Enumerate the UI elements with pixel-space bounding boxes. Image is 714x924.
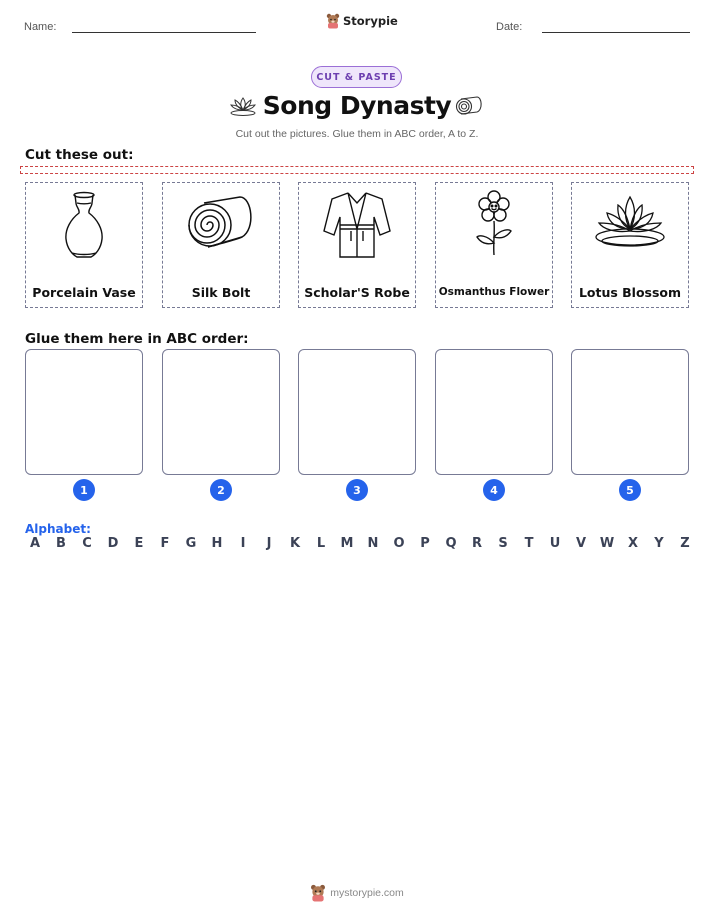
alphabet-letter: Y: [654, 536, 664, 551]
date-label: Date:: [496, 21, 523, 33]
alphabet-letter: M: [340, 536, 354, 551]
alphabet-letter: J: [266, 536, 272, 551]
glue-box-1[interactable]: [25, 349, 143, 475]
card-label: Osmanthus Flower: [438, 286, 550, 298]
alphabet-letter: Z: [680, 536, 690, 551]
order-number: 1: [73, 479, 95, 501]
osmanthus-flower-icon: [455, 189, 533, 259]
alphabet-letter: R: [471, 536, 482, 551]
glue-box-5[interactable]: [571, 349, 689, 475]
alphabet-letter: P: [420, 536, 430, 551]
silk-roll-icon: [455, 95, 485, 117]
alphabet-letter: D: [107, 536, 119, 551]
alphabet-letter: V: [575, 536, 587, 551]
page-title: Song Dynasty: [262, 91, 452, 120]
alphabet-letter: O: [393, 536, 405, 551]
brand-logo: [326, 13, 398, 29]
alphabet-letter: S: [498, 536, 508, 551]
name-label: Name:: [24, 21, 57, 33]
order-number: 3: [346, 479, 368, 501]
cut-line-bottom: [20, 173, 694, 174]
order-number: 5: [619, 479, 641, 501]
lotus-blossom-icon: [591, 189, 669, 259]
card-label: Scholar'S Robe: [304, 285, 410, 300]
glue-box-3[interactable]: [298, 349, 416, 475]
alphabet-letter: K: [289, 536, 301, 551]
activity-badge: CUT & PASTE: [311, 66, 402, 88]
glue-box-4[interactable]: [435, 349, 553, 475]
footer-link[interactable]: mystorypie.com: [330, 887, 404, 899]
bear-mascot-icon: [310, 884, 326, 902]
glue-box-2[interactable]: [162, 349, 280, 475]
footer: [0, 884, 714, 902]
date-line: [542, 32, 690, 33]
cut-card-lotus-blossom[interactable]: [571, 182, 689, 308]
silk-bolt-icon: [182, 189, 260, 259]
alphabet-letter: G: [185, 536, 197, 551]
cut-card-osmanthus-flower[interactable]: [435, 182, 553, 308]
alphabet-letter: H: [211, 536, 223, 551]
cut-card-porcelain-vase[interactable]: [25, 182, 143, 308]
instructions: Cut out the pictures. Glue them in ABC order, A to Z.: [235, 128, 479, 140]
alphabet-letter: Q: [445, 536, 457, 551]
name-line: [72, 32, 256, 33]
alphabet-row: [26, 536, 694, 551]
brand-name: Storypie: [343, 14, 398, 28]
alphabet-letter: U: [549, 536, 561, 551]
order-number: 4: [483, 479, 505, 501]
alphabet-letter: N: [367, 536, 379, 551]
porcelain-vase-icon: [45, 189, 123, 259]
card-label: Porcelain Vase: [32, 285, 136, 300]
alphabet-letter: A: [29, 536, 41, 551]
alphabet-letter: L: [316, 536, 326, 551]
alphabet-letter: I: [240, 536, 246, 551]
alphabet-heading: Alphabet:: [25, 522, 91, 536]
glue-heading: Glue them here in ABC order:: [25, 331, 249, 347]
alphabet-letter: T: [524, 536, 534, 551]
order-number: 2: [210, 479, 232, 501]
bear-mascot-icon: [326, 13, 340, 29]
cut-card-scholar-robe[interactable]: [298, 182, 416, 308]
cut-heading: Cut these out:: [25, 147, 134, 163]
card-label: Lotus Blossom: [578, 285, 682, 300]
alphabet-letter: F: [160, 536, 170, 551]
alphabet-letter: X: [627, 536, 639, 551]
cut-card-silk-bolt[interactable]: [162, 182, 280, 308]
scholar-robe-icon: [318, 189, 396, 259]
alphabet-letter: E: [134, 536, 144, 551]
alphabet-letter: C: [82, 536, 92, 551]
alphabet-letter: B: [56, 536, 66, 551]
card-label: Silk Bolt: [191, 285, 251, 300]
alphabet-letter: W: [599, 536, 615, 551]
